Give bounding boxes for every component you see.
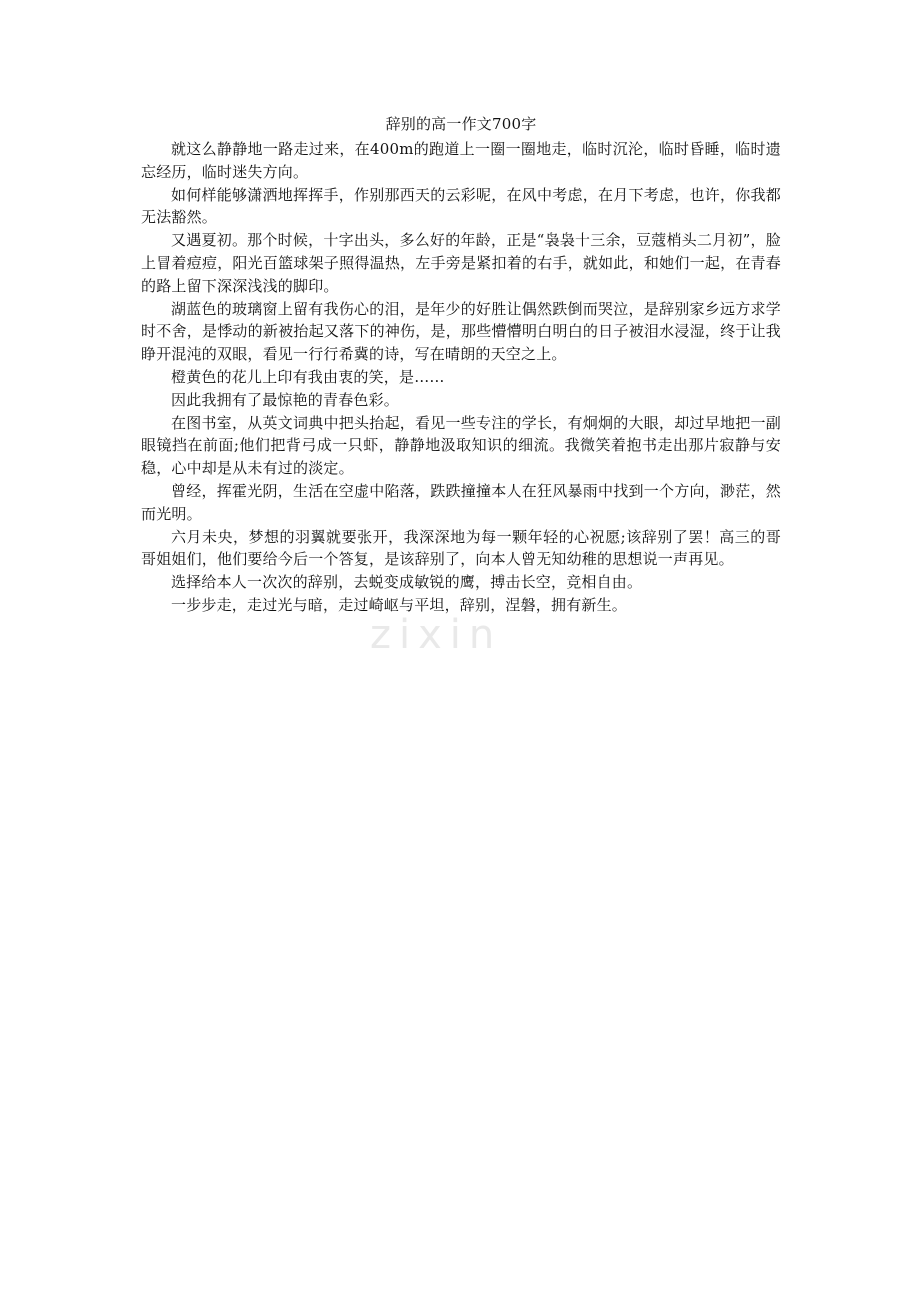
paragraph-3: 又遇夏初。那个时候，十字出头，多么好的年龄，正是“袅袅十三余，豆蔻梢头二月初”，脸上冒着痘痘，阳光百篮球架子照得温热，左手旁是紧扣着的右手，就如此，和她们一起，在青春的路上留下深深浅浅的脚印。 bbox=[141, 231, 781, 295]
paragraph-7: 在图书室，从英文词典中把头抬起，看见一些专注的学长，有炯炯的大眼，却过早地把一副眼镜挡在前面;他们把背弓成一只虾，静静地汲取知识的细流。我微笑着抱书走出那片寂静与安稳，心中却是从未有过的淡定。 bbox=[141, 413, 781, 478]
paragraph-6: 因此我拥有了最惊艳的青春色彩。 bbox=[171, 390, 400, 409]
document-body bbox=[141, 112, 781, 617]
paragraph-5: 橙黄色的花儿上印有我由衷的笑，是…… bbox=[171, 367, 445, 386]
watermark: zixin bbox=[370, 612, 503, 658]
paragraph-9: 六月未央，梦想的羽翼就要张开，我深深地为每一颗年轻的心祝愿;该辞别了罢！高三的哥哥姐姐们，他们要给今后一个答复，是该辞别了，向本人曾无知幼稚的思想说一声再见。 bbox=[141, 527, 781, 569]
essay-title: 辞别的高一作文700字 bbox=[385, 115, 537, 133]
paragraph-8: 曾经，挥霍光阴，生活在空虚中陷落，跌跌撞撞本人在狂风暴雨中找到一个方向，渺茫，然而光明。 bbox=[141, 481, 781, 523]
paragraph-1: 就这么静静地一路走过来，在400m的跑道上一圈一圈地走，临时沉沦，临时昏睡，临时遗忘经历，临时迷失方向。 bbox=[141, 140, 781, 181]
paragraph-4: 湖蓝色的玻璃窗上留有我伤心的泪，是年少的好胜让偶然跌倒而哭泣，是辞别家乡远方求学时不舍，是悸动的新被抬起又落下的神伤，是，那些懵懵明白明白的日子被泪水浸湿，终于让我睁开混沌的双眼，看见一行行希冀的诗，写在晴朗的天空之上。 bbox=[141, 299, 781, 364]
paragraph-2: 如何样能够潇洒地挥挥手，作别那西天的云彩呢，在风中考虑，在月下考虑，也许，你我都无法豁然。 bbox=[141, 185, 781, 227]
paragraph-10: 选择给本人一次次的辞别，去蜕变成敏锐的鹰，搏击长空，竞相自由。 bbox=[171, 573, 643, 592]
paragraph-11: 一步步走，走过光与暗，走过崎岖与平坦，辞别，涅磐，拥有新生。 bbox=[171, 595, 628, 614]
